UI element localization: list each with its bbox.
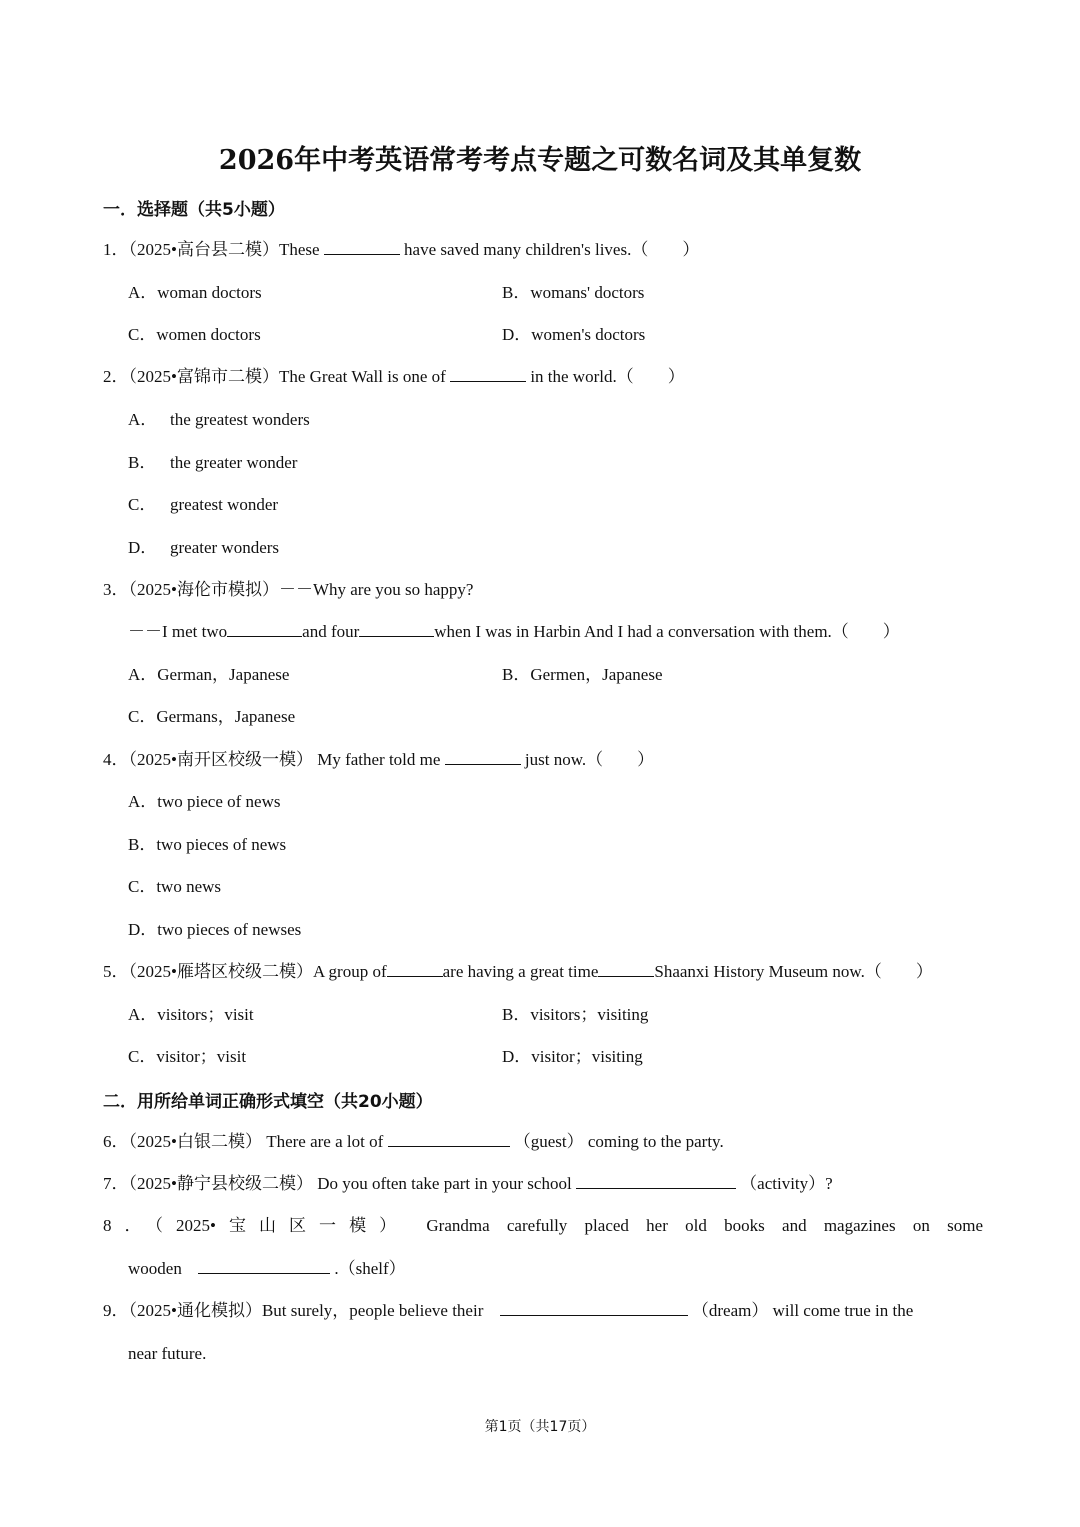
question-text: .（shelf）: [334, 1259, 406, 1278]
question-number: 2．: [103, 367, 129, 386]
option-a: A．woman doctors: [128, 283, 262, 302]
question-text: －－Why are you so happy?: [278, 580, 474, 599]
question-text: when I was in Harbin And I had a conversation with them.（ ）: [434, 622, 900, 641]
question-text: （activity）?: [740, 1174, 833, 1193]
option-d: D．visitor；visiting: [502, 1047, 643, 1066]
question-text: These: [278, 240, 320, 259]
question-1: [103, 238, 983, 262]
question-7: [103, 1172, 983, 1196]
option-text: greatest wonder: [170, 495, 279, 514]
option-b: B．visitors；visiting: [502, 1005, 649, 1024]
question-text: Shaanxi History Museum now.（ ）: [654, 962, 933, 981]
question-8: [103, 1214, 983, 1238]
option-a: A．two piece of news: [128, 792, 281, 811]
option-text: greater wonders: [170, 538, 280, 557]
option-c: [128, 493, 278, 517]
answer-blank: [500, 1299, 688, 1316]
question-9-line-2: near future.: [128, 1344, 207, 1363]
question-6: [103, 1130, 983, 1154]
answer-blank: [387, 960, 443, 977]
question-text: and four: [302, 622, 360, 641]
question-text: Grandma carefully placed her old books and magazines on some: [426, 1216, 983, 1235]
question-text: in the world.（ ）: [530, 367, 685, 386]
question-text: Do you often take part in your school: [317, 1174, 572, 1193]
question-text: The Great Wall is one of: [278, 367, 446, 386]
option-a: A．visitors；visit: [128, 1005, 254, 1024]
option-text: the greatest wonders: [170, 410, 310, 429]
option-b: B．womans' doctors: [502, 283, 645, 302]
question-source: （2025•富锦市二模）: [128, 367, 279, 386]
option-d: [128, 536, 279, 560]
option-letter: C．: [128, 495, 157, 514]
question-number: 6．: [103, 1132, 129, 1151]
question-source: （2025•通化模拟）: [128, 1301, 262, 1320]
answer-blank: [227, 620, 302, 637]
question-number: 1．: [103, 240, 129, 259]
answer-blank: [598, 960, 654, 977]
option-c: C．Germans，Japanese: [128, 707, 296, 726]
question-3-line-2: [128, 620, 900, 644]
question-source: （2025•宝山区一模）: [154, 1216, 410, 1235]
option-letter: D．: [128, 538, 158, 557]
answer-blank: [450, 365, 526, 382]
page-footer: 第1页（共17页）: [484, 1419, 596, 1435]
option-b: B．two pieces of news: [128, 835, 287, 854]
question-number: 9．: [103, 1301, 129, 1320]
question-source: （2025•静宁县校级二模）: [128, 1174, 313, 1193]
option-letter: A．: [128, 410, 158, 429]
question-number: 4．: [103, 750, 129, 769]
question-8-line-2: [128, 1257, 406, 1281]
answer-blank: [576, 1172, 736, 1189]
question-text: －－I met two: [128, 622, 228, 641]
question-source: （2025•白银二模）: [128, 1132, 262, 1151]
question-source: （2025•高台县二模）: [128, 240, 279, 259]
question-5: [103, 960, 983, 984]
answer-blank: [324, 238, 400, 255]
answer-blank: [198, 1257, 330, 1274]
question-source: （2025•南开区校级一模）: [128, 750, 313, 769]
option-b: B．Germen，Japanese: [502, 665, 663, 684]
question-source: （2025•雁塔区校级二模）: [128, 962, 313, 981]
option-c: C．visitor；visit: [128, 1047, 247, 1066]
question-text: have saved many children's lives.（ ）: [404, 240, 700, 259]
question-number: 8．: [103, 1216, 155, 1235]
question-number: 3．: [103, 580, 129, 599]
option-a: A．German，Japanese: [128, 665, 290, 684]
option-text: the greater wonder: [170, 453, 298, 472]
question-number: 7．: [103, 1174, 129, 1193]
question-text: My father told me: [317, 750, 441, 769]
question-text: But surely，people believe their: [261, 1301, 484, 1320]
answer-blank: [359, 620, 434, 637]
option-a: [128, 408, 310, 432]
question-text: There are a lot of: [266, 1132, 384, 1151]
question-9: [103, 1299, 983, 1323]
question-number: 5．: [103, 962, 129, 981]
question-text: are having a great time: [442, 962, 599, 981]
answer-blank: [388, 1130, 510, 1147]
option-c: C．two news: [128, 877, 222, 896]
page-title: 2026年中考英语常考考点专题之可数名词及其单复数: [218, 145, 862, 176]
question-3: [103, 578, 983, 602]
question-4: [103, 748, 983, 772]
question-text: （guest） coming to the party.: [513, 1132, 724, 1151]
section-heading-fill: 二．用所给单词正确形式填空（共20小题）: [103, 1092, 433, 1112]
section-heading-choice: 一．选择题（共5小题）: [103, 200, 285, 220]
option-letter: B．: [128, 453, 157, 472]
answer-blank: [445, 748, 521, 765]
question-source: （2025•海伦市模拟）: [128, 580, 279, 599]
option-b: [128, 451, 297, 475]
question-text: A group of: [312, 962, 387, 981]
option-d: D．women's doctors: [502, 325, 646, 344]
question-text: （dream） will come true in the: [691, 1301, 914, 1320]
option-d: D．two pieces of newses: [128, 920, 302, 939]
question-text: just now.（ ）: [524, 750, 655, 769]
question-2: [103, 365, 983, 389]
question-text: wooden: [128, 1259, 182, 1278]
option-c: C．women doctors: [128, 325, 261, 344]
